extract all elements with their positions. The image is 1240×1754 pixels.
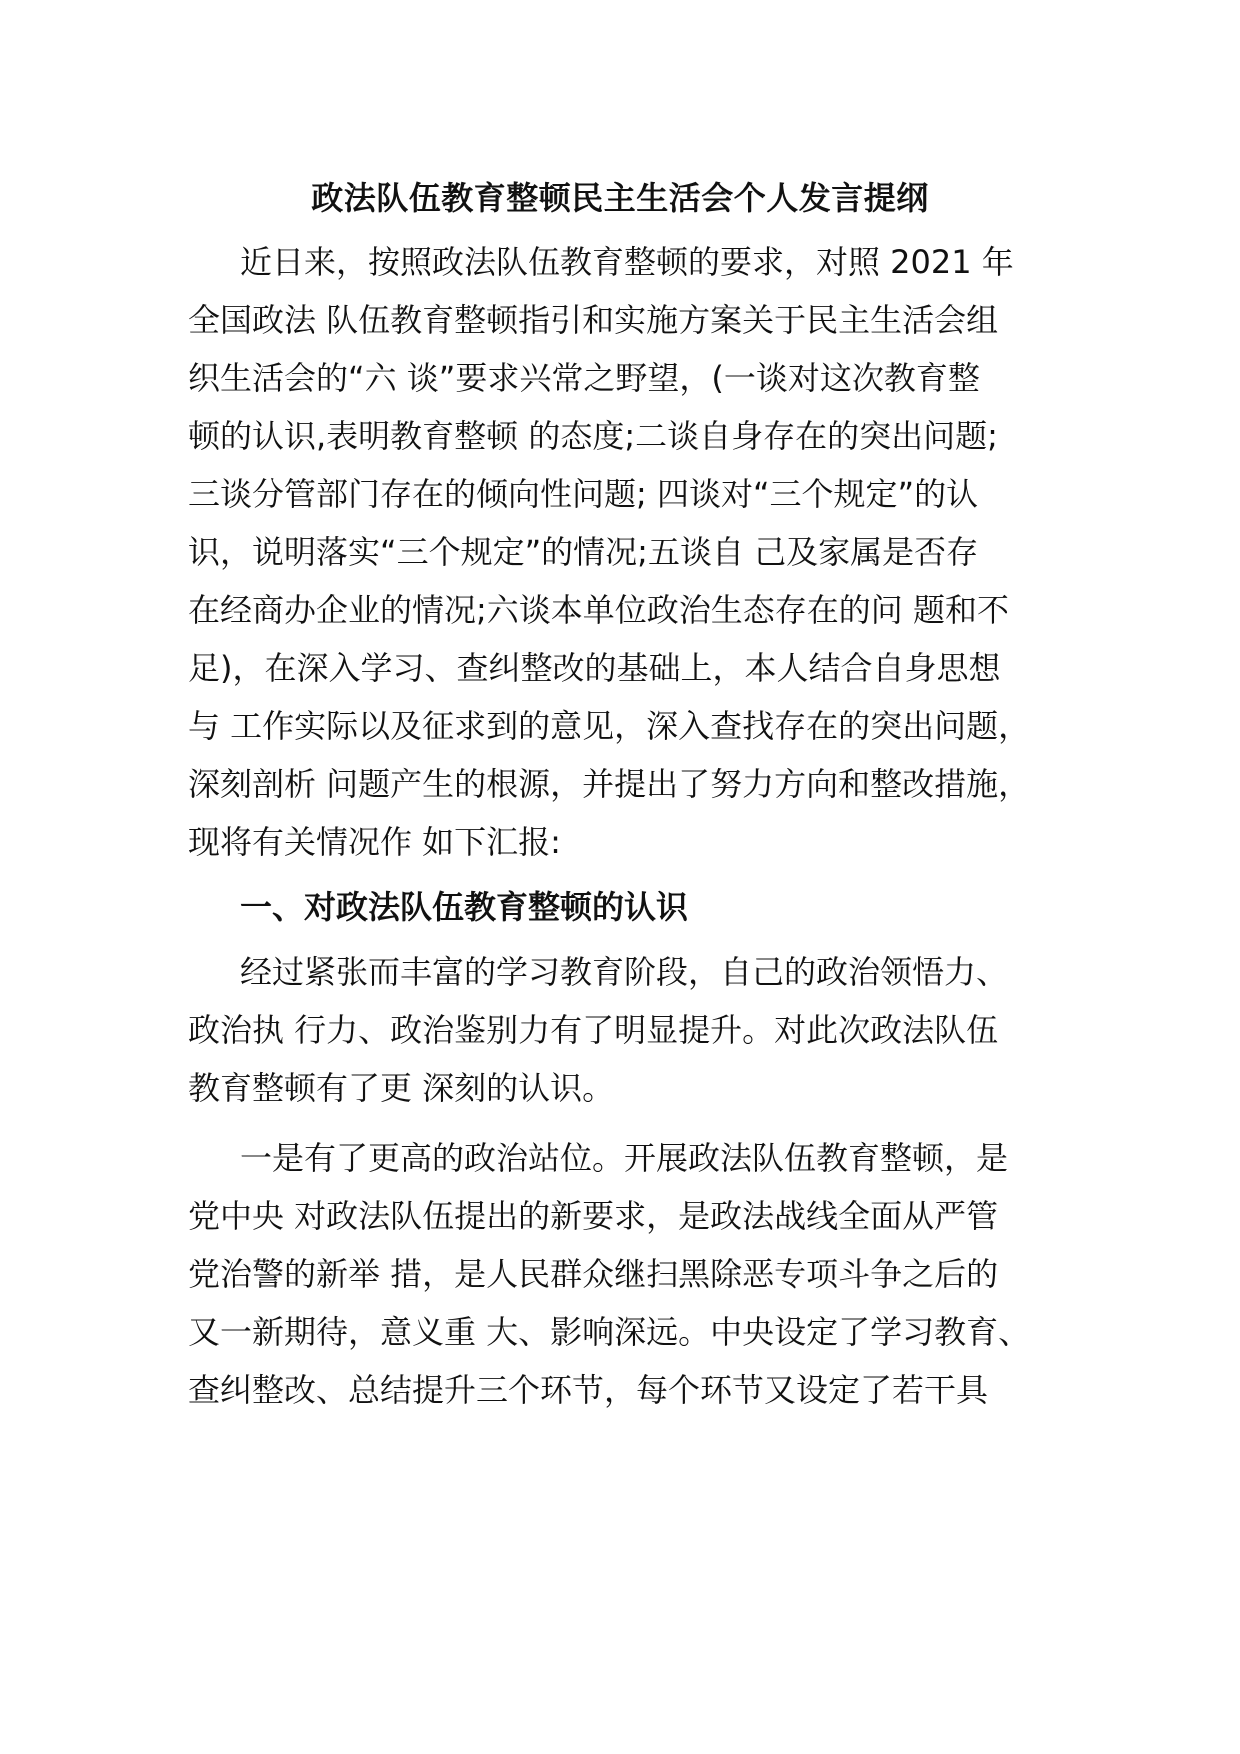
paragraph-line: 查纠整改、总结提升三个环节，每个环节又设定了若干具 bbox=[188, 1371, 989, 1409]
intro-line: 在经商办企业的情况;六谈本单位政治生态存在的问 题和不 bbox=[188, 591, 1009, 629]
paragraph-line: 党治警的新举 措，是人民群众继扫黑除恶专项斗争之后的 bbox=[188, 1255, 999, 1293]
intro-line: 近日来，按照政法队伍教育整顿的要求，对照 2021 年 bbox=[240, 243, 1014, 281]
intro-line: 深刻剖析 问题产生的根源，并提出了努力方向和整改措施， bbox=[188, 765, 1031, 803]
intro-line: 与 工作实际以及征求到的意见，深入查找存在的突出问题， bbox=[188, 707, 1031, 745]
paragraph-line: 又一新期待，意义重 大、影响深远。中央设定了学习教育、 bbox=[188, 1313, 1031, 1351]
intro-line: 现将有关情况作 如下汇报: bbox=[188, 823, 561, 861]
intro-line: 三谈分管部门存在的倾向性问题; 四谈对“三个规定”的认 bbox=[188, 475, 979, 513]
section-heading: 一、对政法队伍教育整顿的认识 bbox=[240, 888, 689, 926]
intro-line: 全国政法 队伍教育整顿指引和实施方案关于民主生活会组 bbox=[188, 301, 999, 339]
document-title: 政法队伍教育整顿民主生活会个人发言提纲 bbox=[311, 179, 929, 217]
paragraph-line: 政治执 行力、政治鉴别力有了明显提升。对此次政法队伍 bbox=[188, 1011, 999, 1049]
intro-line: 顿的认识,表明教育整顿 的态度;二谈自身存在的突出问题; bbox=[188, 417, 998, 455]
intro-line: 足)，在深入学习、查纠整改的基础上，本人结合自身思想 bbox=[188, 649, 1001, 687]
paragraph-line: 教育整顿有了更 深刻的认识。 bbox=[188, 1069, 615, 1107]
intro-line: 识，说明落实“三个规定”的情况;五谈自 己及家属是否存 bbox=[188, 533, 979, 571]
paragraph-line: 一是有了更高的政治站位。开展政法队伍教育整顿，是 bbox=[240, 1139, 1009, 1177]
intro-line: 织生活会的“六 谈”要求兴常之野望，(一谈对这次教育整 bbox=[188, 359, 980, 397]
paragraph-line: 经过紧张而丰富的学习教育阶段，自己的政治领悟力、 bbox=[240, 953, 1009, 991]
paragraph-line: 党中央 对政法队伍提出的新要求，是政法战线全面从严管 bbox=[188, 1197, 999, 1235]
